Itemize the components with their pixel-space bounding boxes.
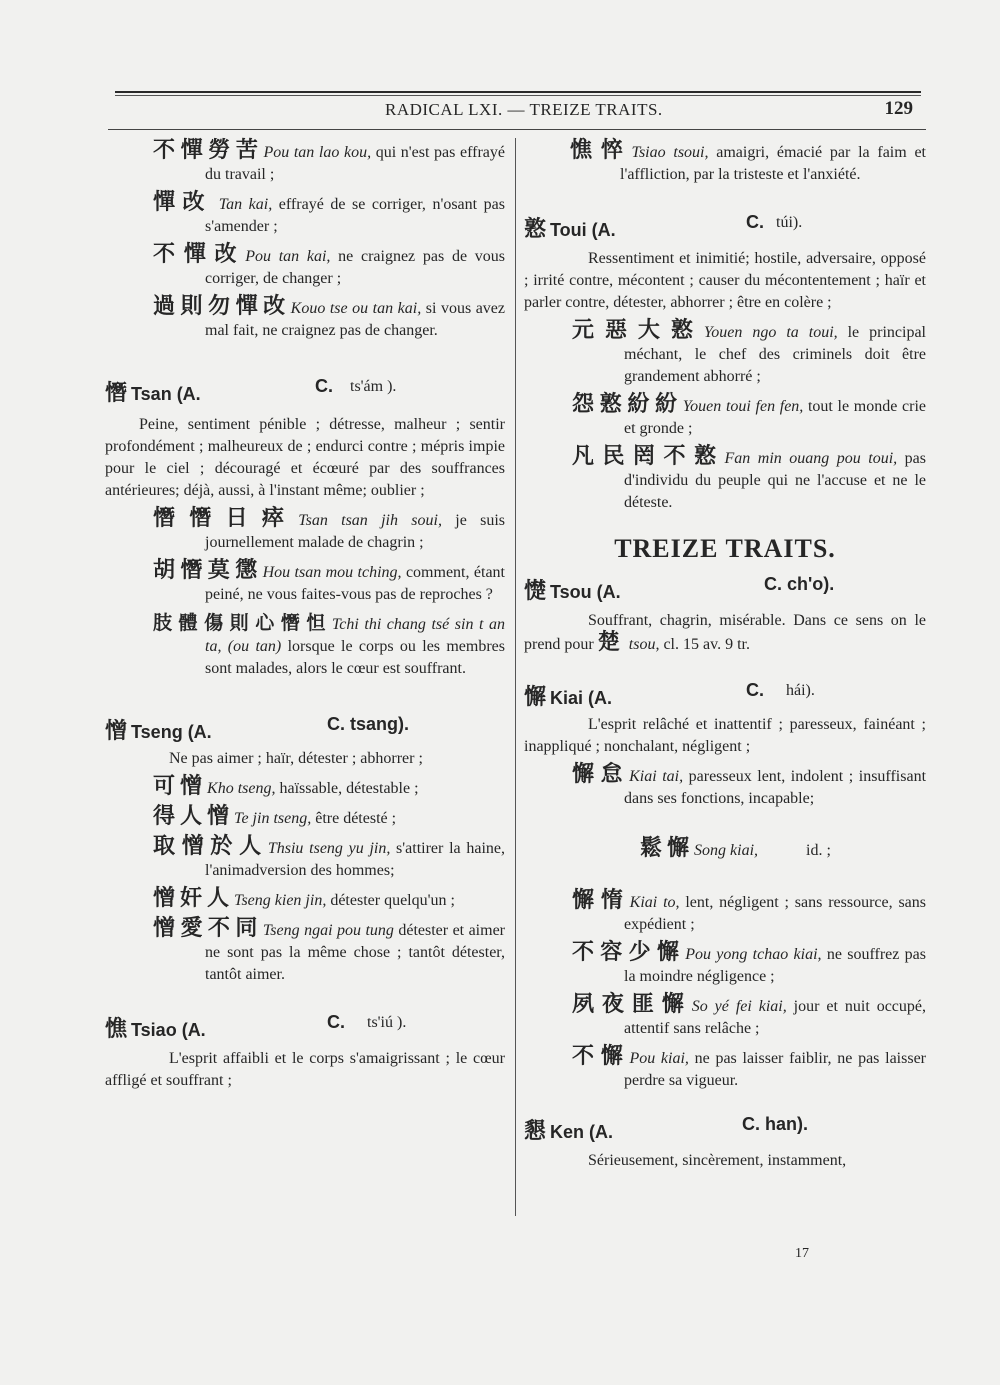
chinese-phrase: 懈怠 [572,762,630,787]
headword-tsiao [105,1012,505,1042]
definition-text: Souffrant, chagrin, misérable. Dans ce sens on le prend pour [524,612,926,653]
chinese-phrase: 取憎於人 [153,834,268,859]
gloss: le principal méchant, le chef des criminels doit être grandement abhorré ; [624,324,926,385]
chinese-phrase: 鬆懈 [640,836,695,861]
cantonese-label: C. tsang). [327,714,410,734]
romanization: Tsan tsan jih soui, [298,512,442,529]
romanization: Tsiao tsoui, [631,144,709,161]
romanization: Tseng kien jin, [234,892,327,909]
signature-mark: 17 [795,1246,809,1261]
romanization: So yé fei kiai, [691,998,787,1015]
chinese-phrase: 不容少懈 [572,940,686,965]
cantonese-label: C. [746,680,764,700]
chinese-phrase: 怨憝紛紛 [572,392,683,417]
chinese-phrase: 肢體傷則心憯怛 [153,612,332,634]
chinese-phrase: 懈惰 [572,888,630,913]
example-entry [524,942,926,988]
gloss: lent, négligent ; sans ressource, sans expédient ; [624,894,926,933]
cantonese-label: C. ch'o). [764,574,835,594]
reference: cl. 15 av. 9 tr. [659,636,750,653]
chinese-phrase: 不憚改 [153,242,246,267]
gloss: jour et nuit occupé, attentif sans relâche ; [624,998,927,1037]
headword-character: 憎 [105,719,128,744]
gloss: détester et aimer ne sont pas la même chose ; tantôt détester, tantôt aimer. [205,922,505,983]
headword-label: Tsou (A. [550,582,621,602]
romanization: Tan kai, [218,196,273,213]
gloss: paresseux lent, indolent ; insuffisant dans ses fonctions, incapable; [624,768,927,807]
chinese-phrase: 憚改 [153,190,213,215]
example-entry [105,612,505,680]
definition: Ressentiment et inimitié; hostile, adversaire, opposé ; irrité contre, mécontent ; causer du mécontentement ; haïr et parler contre, détester, abhorrer ; être en colère ; [524,250,926,311]
chinese-phrase: 憯憯日瘁 [153,506,299,531]
chinese-phrase: 憎愛不同 [153,916,263,941]
gloss: qui n'est pas effrayé du travail ; [205,144,505,183]
romanization: Kho tseng, [207,780,276,797]
gloss: amaigri, émacié par la faim et l'affliction, par la tristeste et l'anxiété. [620,144,926,183]
cantonese-reading: ts'iú ). [367,1014,407,1031]
chinese-phrase: 胡憯莫懲 [153,558,263,583]
gloss: ne pas laisser faiblir, ne pas laisser perdre sa vigueur. [624,1050,926,1089]
chinese-phrase: 憎奸人 [153,886,235,911]
example-entry [105,560,505,606]
headword-label: Tsan (A. [131,384,201,404]
romanization: Pou kiai, [629,1050,689,1067]
romanization: tsou, [624,636,660,653]
romanization: Song kiai, [694,842,759,859]
example-entry [105,888,505,912]
romanization: Kiai tai, [629,768,684,785]
chinese-phrase: 元惡大憝 [572,318,704,343]
headword-label: Kiai (A. [550,688,613,708]
romanization: Kiai to, [629,894,680,911]
headword-tsan [105,376,505,406]
definition: Sérieusement, sincèrement, instamment, [588,1152,847,1169]
definition [524,610,926,656]
romanization: Pou tan kai, [245,248,331,265]
romanization: Youen ngo ta toui, [703,324,838,341]
column-divider [515,138,516,1216]
headword-label: Tsiao (A. [131,1020,206,1040]
gloss: être détesté ; [311,810,397,827]
headword-label: Toui (A. [550,220,616,240]
romanization: Te jin tseng, [234,810,312,827]
cantonese-label: C. [746,212,764,232]
left-column [105,140,505,1098]
cantonese-reading: túi). [776,214,803,231]
chinese-phrase: 不憚勞苦 [153,138,264,163]
headword-label: Tseng (A. [131,722,212,742]
gloss: si vous avez mal fait, ne craignez pas de changer. [205,300,506,339]
chinese-phrase: 凡民罔不憝 [572,444,725,469]
chinese-phrase: 憔悴 [570,138,632,163]
cantonese-reading: hái). [786,682,815,699]
romanization: Youen toui fen fen, [682,398,804,415]
romanization: Kouo tse ou tan kai, [290,300,422,317]
headword-character: 憝 [524,217,547,242]
gloss: détester quelqu'un ; [326,892,455,909]
headword-character: 憔 [105,1017,128,1042]
chinese-phrase: 夙夜匪懈 [572,992,692,1017]
cantonese-label: C. han). [742,1114,808,1134]
headword-character: 憷 [524,579,547,604]
example-entry [105,244,505,290]
definition: Ne pas aimer ; haïr, détester ; abhorrer ; [169,750,423,767]
gloss: comment, étant peiné, ne vous faites-vous pas de reproches ? [205,564,505,603]
example-entry [524,764,926,810]
top-rule [115,91,921,93]
romanization: Pou tan lao kou, [263,144,372,161]
gloss: pas d'individu du peuple qui ne l'accuse et ne le déteste. [624,450,926,511]
romanization-variant: (ou tan) [227,638,282,655]
example-entry [105,806,505,830]
chinese-character: 楚 [597,630,625,655]
headword-toui [524,212,926,242]
right-column [524,140,926,1178]
example-entry [105,140,505,186]
romanization: Thsiu tseng yu jin, [267,840,391,857]
gloss: id. ; [758,842,831,859]
example-entry [524,890,926,936]
gloss: effrayé de se corriger, n'osant pas s'amender ; [205,196,505,235]
page-number: 129 [884,98,913,119]
definition: L'esprit affaibli et le corps s'amaigrissant ; le cœur affligé et souffrant ; [105,1050,505,1089]
running-title: RADICAL LXI. — TREIZE TRAITS. [385,100,663,119]
romanization: Fan min ouang pou toui, [724,450,898,467]
headword-tsou [524,574,926,604]
gloss: s'attirer la haine, l'animadversion des hommes; [205,840,505,879]
definition: Peine, sentiment pénible ; détresse, malheur ; sentir profondément ; malheureux de ; endurci contre ; mépris impie pour le ciel ; découragé et écœuré par des souffrances antérieures; déjà, aussi, à l'instant même; oublier ; [105,416,505,499]
header-rule [108,129,926,130]
example-entry [105,508,505,554]
gloss: haïssable, détestable ; [275,780,419,797]
romanization: Pou yong tchao kiai, [685,946,822,963]
example-entry [524,994,926,1040]
chinese-phrase: 過則勿憚改 [153,294,291,319]
gloss: tout le monde crie et gronde ; [624,398,926,437]
gloss: ne craignez pas de vous corriger, de changer ; [205,248,506,287]
gloss: ne souffrez pas la moindre négligence ; [624,946,926,985]
headword-kiai [524,680,926,710]
example-entry [524,140,926,186]
example-entry [105,192,505,238]
headword-character: 懇 [524,1119,547,1144]
cantonese-label: C. [327,1012,345,1032]
example-entry [105,836,505,882]
romanization: Tchi thi chang tsé sin t an ta, [205,616,505,655]
chinese-phrase: 得人憎 [153,804,235,829]
headword-character: 憯 [105,381,128,406]
page-header [115,96,921,126]
chinese-phrase: 可憎 [153,774,208,799]
headword-ken [524,1114,926,1144]
gloss: lorsque le corps ou les membres sont malades, alors le cœur est souffrant. [205,638,506,677]
example-entry [524,446,926,514]
section-heading: TREIZE TRAITS. [614,534,836,563]
example-entry [524,816,926,884]
chinese-phrase: 不懈 [572,1044,630,1069]
example-entry [524,394,926,440]
example-entry [105,918,505,986]
example-entry [105,776,505,800]
gloss: je suis journellement malade de chagrin ; [205,512,506,551]
definition: L'esprit relâché et inattentif ; paresseux, fainéant ; inappliqué ; nonchalant, négligent ; [524,716,926,755]
headword-character: 懈 [524,685,547,710]
example-entry [105,296,505,342]
cantonese-label: C. [315,376,333,396]
headword-label: Ken (A. [550,1122,614,1142]
example-entry [524,320,926,388]
example-entry [524,1046,926,1092]
cantonese-reading: ts'ám ). [350,378,397,395]
headword-tseng [105,714,505,744]
romanization: Hou tsan mou tching, [262,564,402,581]
romanization: Tseng ngai pou tung [262,922,394,939]
